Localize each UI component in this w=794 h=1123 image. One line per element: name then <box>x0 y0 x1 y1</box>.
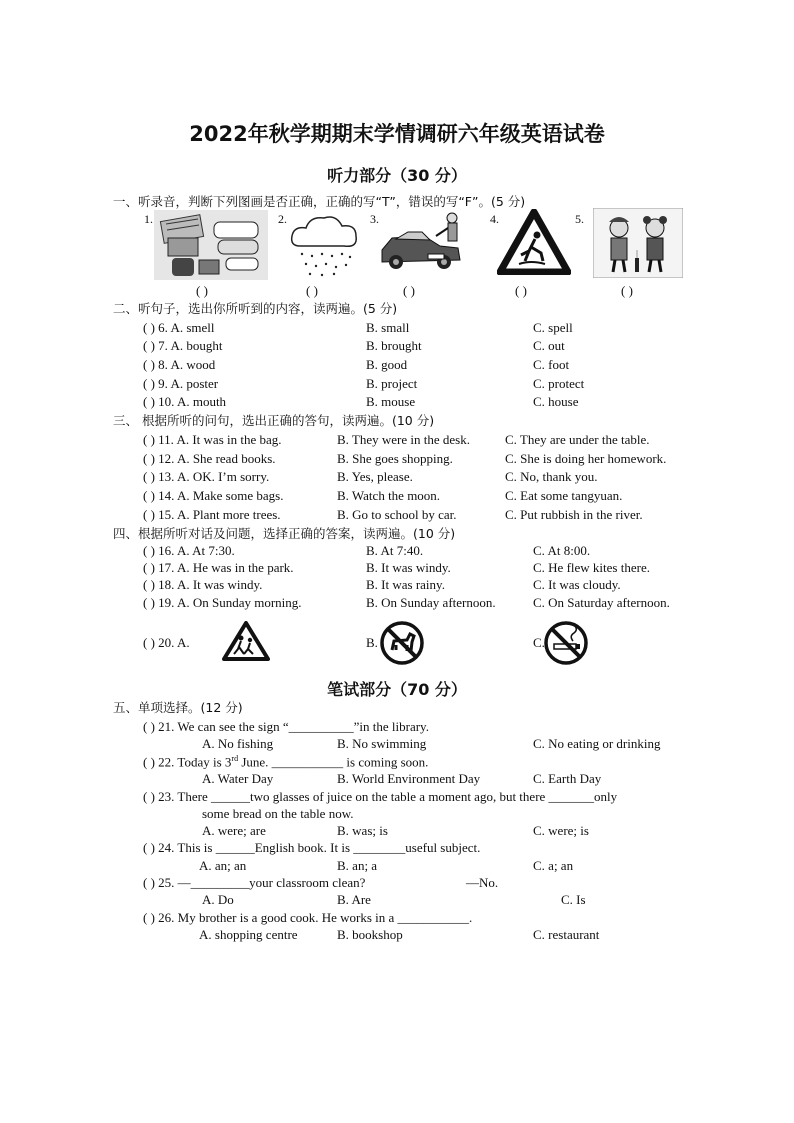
question-24: ( ) 24. This is ______English book. It is ________useful subject. <box>143 840 481 855</box>
option-c: C. Eat some tangyuan. <box>505 488 623 503</box>
option-b: B. They were in the desk. <box>337 432 470 447</box>
no-smoking-sign <box>543 620 589 666</box>
option-a: A. Do <box>202 892 234 907</box>
option-c: C. out <box>533 338 565 353</box>
question-16: ( ) 16. A. At 7:30. <box>143 543 235 558</box>
option-c: C. foot <box>533 357 570 372</box>
option-c: C. It was cloudy. <box>533 577 621 592</box>
section-2-heading: 二、听句子，选出你所听到的内容，读两遍。(5 分) <box>113 301 398 316</box>
question-23: ( ) 23. There ______two glasses of juice on the table a moment ago, but there _______only <box>143 789 618 804</box>
option-b: B. World Environment Day <box>337 771 481 786</box>
option-b: B. project <box>366 376 418 391</box>
option-c: C. house <box>533 394 579 409</box>
writing-section-title: 笔试部分（70 分） <box>327 680 467 699</box>
picture-number: 1. <box>144 212 153 226</box>
no-dogs-sign <box>379 620 425 666</box>
wet-floor-warning-sign <box>497 209 571 275</box>
question-15: ( ) 15. A. Plant more trees. <box>143 507 281 522</box>
option-c: C. No, thank you. <box>505 469 598 484</box>
option-b: B. Yes, please. <box>337 469 413 484</box>
question-10: ( ) 10. A. mouth <box>143 394 227 409</box>
question-23-continued: some bread on the table now. <box>202 806 354 821</box>
question-22-text-end: June. ___________ is coming soon. <box>238 754 429 770</box>
question-20: ( ) 20. A. <box>143 635 190 650</box>
question-7: ( ) 7. A. bought <box>143 338 223 353</box>
question-22-text: ( ) 22. Today is 3 <box>143 754 232 770</box>
section-4-heading: 四、根据所听对话及问题，选择正确的答案，读两遍。(10 分) <box>113 526 456 541</box>
exam-title: 2022年秋学期期末学情调研六年级英语试卷 <box>189 122 605 146</box>
option-b: B. It was rainy. <box>366 577 445 592</box>
newspapers-bottles-image <box>154 210 268 280</box>
picture-number: 5. <box>575 212 584 226</box>
option-c: C. Is <box>561 892 586 907</box>
option-b: B. Watch the moon. <box>337 488 441 503</box>
option-c: C. At 8:00. <box>533 543 591 558</box>
children-fireworks-image <box>593 208 683 278</box>
question-26: ( ) 26. My brother is a good cook. He works in a ___________. <box>143 910 473 925</box>
question-22 <box>143 754 428 770</box>
option-a: A. were; are <box>202 823 266 838</box>
question-8: ( ) 8. A. wood <box>143 357 216 372</box>
question-18: ( ) 18. A. It was windy. <box>143 577 263 592</box>
option-c: C. restaurant <box>533 927 600 942</box>
answer-blank[interactable]: ( ) <box>196 283 208 298</box>
question-13: ( ) 13. A. OK. I’m sorry. <box>143 469 270 484</box>
answer-blank[interactable]: ( ) <box>621 283 633 298</box>
listening-section-title: 听力部分（30 分） <box>327 166 467 185</box>
car-wash-image <box>378 210 466 272</box>
option-c: C. Put rubbish in the river. <box>505 507 643 522</box>
option-c: C. were; is <box>533 823 589 838</box>
option-c: C. protect <box>533 376 585 391</box>
question-9: ( ) 9. A. poster <box>143 376 219 391</box>
option-b: B. Go to school by car. <box>337 507 457 522</box>
rain-cloud-image <box>288 212 360 278</box>
option-c: C. No eating or drinking <box>533 736 661 751</box>
question-6: ( ) 6. A. smell <box>143 320 215 335</box>
option-b: B. good <box>366 357 408 372</box>
question-19: ( ) 19. A. On Sunday morning. <box>143 595 302 610</box>
question-11: ( ) 11. A. It was in the bag. <box>143 432 282 447</box>
picture-number: 3. <box>370 212 379 226</box>
option-a: A. shopping centre <box>199 927 298 942</box>
question-17: ( ) 17. A. He was in the park. <box>143 560 294 575</box>
question-21: ( ) 21. We can see the sign “__________”in the library. <box>143 719 429 734</box>
option-c: C. She is doing her homework. <box>505 451 667 466</box>
option-c-label: C. <box>533 635 545 650</box>
option-b: B. small <box>366 320 410 335</box>
section-1-heading: 一、听录音，判断下列图画是否正确，正确的写“T”，错误的写“F”。(5 分) <box>113 194 526 209</box>
ordinal-suffix: rd <box>231 754 239 763</box>
answer-blank[interactable]: ( ) <box>515 283 527 298</box>
option-b: B. At 7:40. <box>366 543 424 558</box>
children-crossing-sign <box>222 621 270 661</box>
option-c: C. spell <box>533 320 573 335</box>
section-5-heading: 五、单项选择。(12 分) <box>113 700 243 715</box>
option-a: A. Water Day <box>202 771 274 786</box>
option-b: B. brought <box>366 338 422 353</box>
question-25-answer: —No. <box>466 875 499 890</box>
option-c: C. a; an <box>533 858 574 873</box>
option-b: B. mouse <box>366 394 416 409</box>
option-b-label: B. <box>366 635 378 650</box>
option-b: B. bookshop <box>337 927 403 942</box>
option-c: C. On Saturday afternoon. <box>533 595 670 610</box>
option-b: B. It was windy. <box>366 560 451 575</box>
option-a: A. No fishing <box>202 736 274 751</box>
option-b: B. an; a <box>337 858 378 873</box>
option-c: C. He flew kites there. <box>533 560 650 575</box>
section-3-heading: 三、 根据所听的问句，选出正确的答句，读两遍。(10 分) <box>113 413 435 428</box>
picture-number: 2. <box>278 212 287 226</box>
option-a: A. an; an <box>199 858 247 873</box>
option-b: B. was; is <box>337 823 388 838</box>
option-b: B. On Sunday afternoon. <box>366 595 496 610</box>
option-b: B. No swimming <box>337 736 427 751</box>
option-b: B. Are <box>337 892 371 907</box>
answer-blank[interactable]: ( ) <box>306 283 318 298</box>
answer-blank[interactable]: ( ) <box>403 283 415 298</box>
option-c: C. Earth Day <box>533 771 602 786</box>
question-12: ( ) 12. A. She read books. <box>143 451 276 466</box>
question-14: ( ) 14. A. Make some bags. <box>143 488 284 503</box>
picture-number: 4. <box>490 212 499 226</box>
option-b: B. She goes shopping. <box>337 451 453 466</box>
option-c: C. They are under the table. <box>505 432 650 447</box>
question-25: ( ) 25. —_________your classroom clean? <box>143 875 366 890</box>
